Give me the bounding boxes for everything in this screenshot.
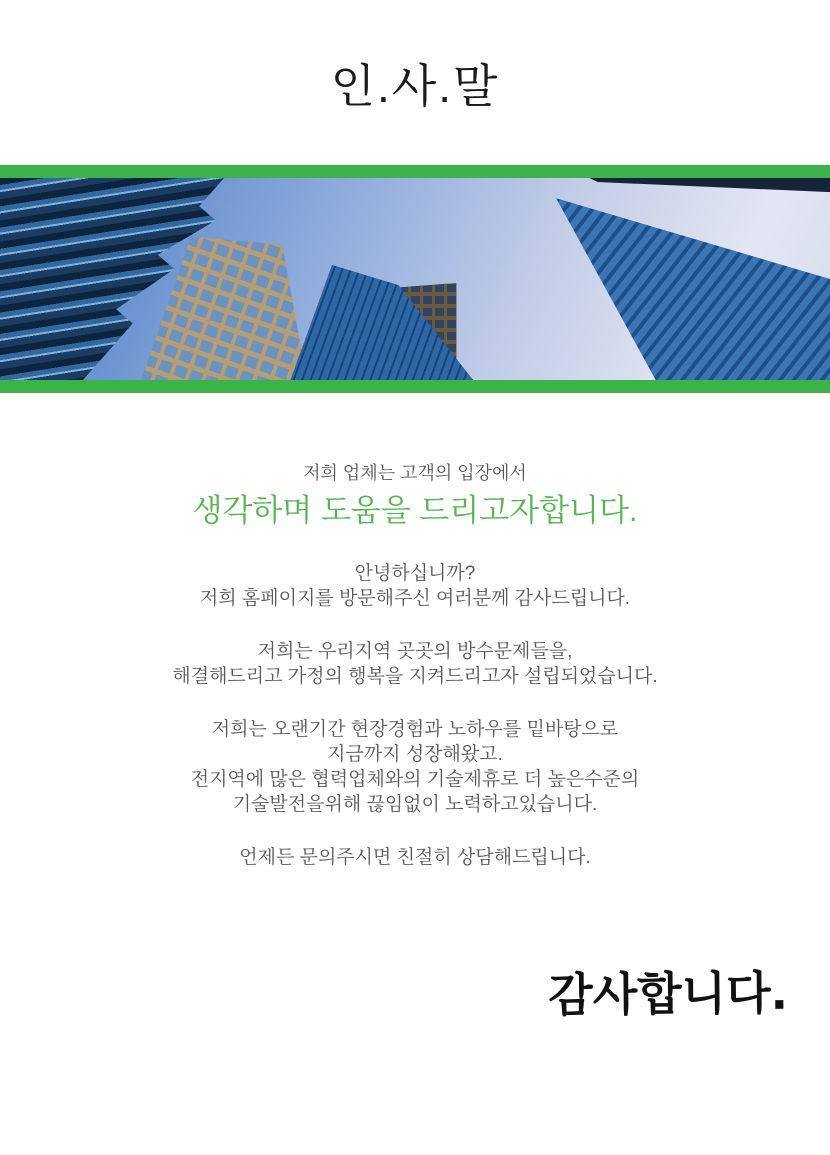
thank-you-signoff: 감사합니다. xyxy=(548,965,789,1022)
paragraph-line: 기술발전을위해 끊임없이 노력하고있습니다. xyxy=(232,794,598,815)
green-divider-top xyxy=(0,165,830,178)
paragraph-line: 저희는 오랜기간 현장경험과 노하우를 밑바탕으로 xyxy=(211,719,619,740)
intro-headline: 생각하며 도움을 드리고자합니다. xyxy=(192,493,638,528)
paragraph-line: 지금까지 성장해왔고. xyxy=(327,744,503,765)
paragraph-line: 안녕하십니까? xyxy=(354,563,476,584)
paragraph-line: 저희 홈페이지를 방문해주신 여러분께 감사드립니다. xyxy=(199,588,631,609)
paragraph-mission xyxy=(0,639,830,689)
paragraph-line: 언제든 문의주시면 친절히 상담해드립니다. xyxy=(239,847,591,868)
paragraph-line: 해결해드리고 가정의 행복을 지켜드리고자 설립되었습니다. xyxy=(172,666,658,687)
paragraph-experience xyxy=(0,717,830,817)
page-title: 인.사.말 xyxy=(330,60,500,112)
paragraph-contact xyxy=(0,845,830,870)
greeting-content xyxy=(0,461,830,1026)
green-divider-bottom xyxy=(0,380,830,393)
paragraph-line: 전지역에 많은 협력업체와의 기술제휴로 더 높은수준의 xyxy=(190,769,640,790)
paragraph-welcome xyxy=(0,561,830,611)
intro-lead-line: 저희 업체는 고객의 입장에서 xyxy=(303,463,527,483)
hero-photo xyxy=(0,178,830,380)
paragraph-line: 저희는 우리지역 곳곳의 방수문제들을, xyxy=(257,641,573,662)
greeting-page xyxy=(0,50,830,1155)
